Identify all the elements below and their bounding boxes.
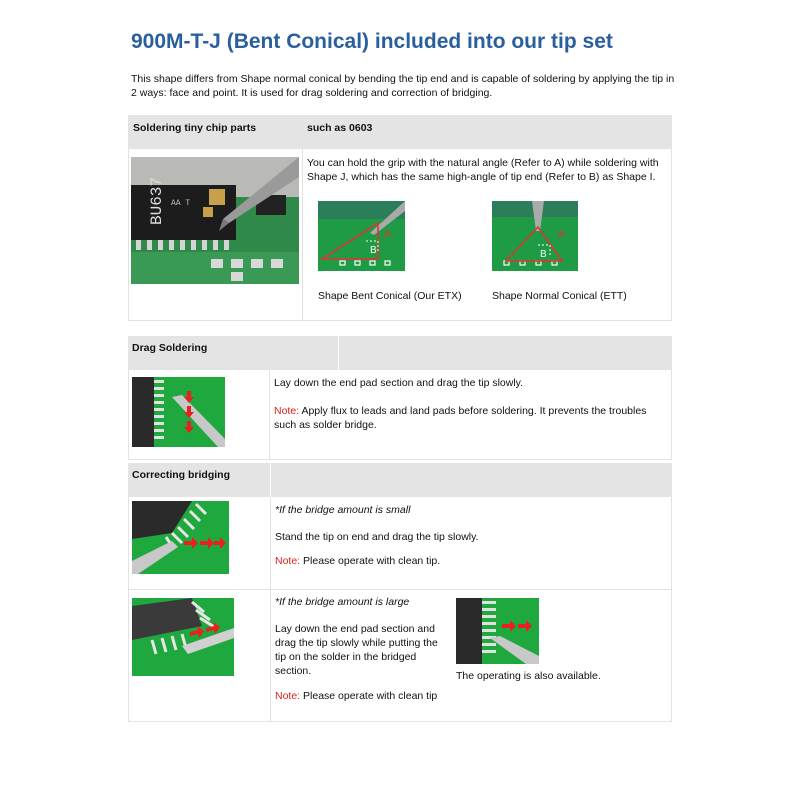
drag-soldering-header bbox=[128, 336, 338, 370]
chip-parts-header-label: Soldering tiny chip parts bbox=[133, 122, 257, 134]
drag-soldering-note bbox=[274, 404, 664, 432]
chip-marking-small: AA T bbox=[171, 199, 191, 208]
drag-soldering-header-right bbox=[339, 336, 672, 370]
correcting-bridging-header-label: Correcting bridging bbox=[132, 469, 230, 481]
small-bridge-heading: *If the bridge amount is small bbox=[275, 504, 411, 516]
large-bridge-photo bbox=[132, 598, 234, 676]
drag-soldering-table bbox=[128, 336, 672, 460]
chip-parts-header-sublabel: such as 0603 bbox=[307, 122, 373, 134]
intro-paragraph: This shape differs from Shape normal conical by bending the tip end and is capable of soldering by applying the tip in 2 ways: face and point. It is used for drag soldering and correction of bridging. bbox=[131, 73, 675, 99]
chip-parts-table bbox=[128, 115, 672, 321]
label-a-normal: A bbox=[558, 229, 565, 240]
chip-parts-header-right bbox=[303, 116, 671, 149]
chip-parts-header-left bbox=[129, 116, 302, 149]
label-b-bent: B bbox=[370, 245, 377, 256]
small-bridge-note-label: Note: bbox=[275, 555, 301, 567]
drag-soldering-header-label: Drag Soldering bbox=[132, 342, 208, 354]
correcting-bridging-header bbox=[128, 463, 270, 497]
page-title: 900M-T-J (Bent Conical) included into our tip set bbox=[131, 30, 613, 53]
small-bridge-instruction: Stand the tip on end and drag the tip slowly. bbox=[275, 531, 479, 543]
drag-soldering-photo bbox=[132, 377, 225, 447]
small-bridge-photo bbox=[132, 501, 229, 574]
alternative-operation-photo bbox=[456, 598, 539, 664]
bent-conical-caption: Shape Bent Conical (Our ETX) bbox=[318, 290, 462, 302]
chip-soldering-photo bbox=[131, 157, 299, 284]
large-bridge-note-label: Note: bbox=[275, 690, 301, 702]
large-bridge-heading: *If the bridge amount is large bbox=[275, 596, 410, 608]
large-bridge-note bbox=[275, 689, 437, 703]
chip-parts-description: You can hold the grip with the natural angle (Refer to A) while soldering with Shape J, which has the same high-angle of tip end (Refer to B) as Shape I. bbox=[307, 157, 659, 183]
alternative-operation-caption: The operating is also available. bbox=[456, 670, 601, 682]
large-bridge-instruction: Lay down the end pad section and drag the tip slowly while putting the tip on the solder in the bridged section. bbox=[275, 623, 438, 677]
normal-conical-caption: Shape Normal Conical (ETT) bbox=[492, 290, 627, 302]
small-bridge-note-text: Please operate with clean tip. bbox=[300, 555, 441, 567]
drag-soldering-note-label: Note: bbox=[274, 405, 300, 417]
normal-conical-diagram bbox=[492, 201, 578, 271]
drag-soldering-note-text: Apply flux to leads and land pads before soldering. It prevents the troubles such as solder bridge. bbox=[274, 405, 647, 431]
correcting-bridging-header-right bbox=[271, 463, 672, 497]
correcting-bridging-table bbox=[128, 463, 672, 722]
label-b-normal: B bbox=[540, 249, 547, 260]
bent-conical-diagram bbox=[318, 201, 405, 271]
drag-soldering-instruction: Lay down the end pad section and drag the tip slowly. bbox=[274, 377, 524, 389]
large-bridge-note-text: Please operate with clean tip bbox=[300, 690, 438, 702]
label-a-bent: A bbox=[384, 229, 391, 240]
chip-marking: BU637 bbox=[148, 176, 166, 225]
small-bridge-note bbox=[275, 554, 440, 568]
